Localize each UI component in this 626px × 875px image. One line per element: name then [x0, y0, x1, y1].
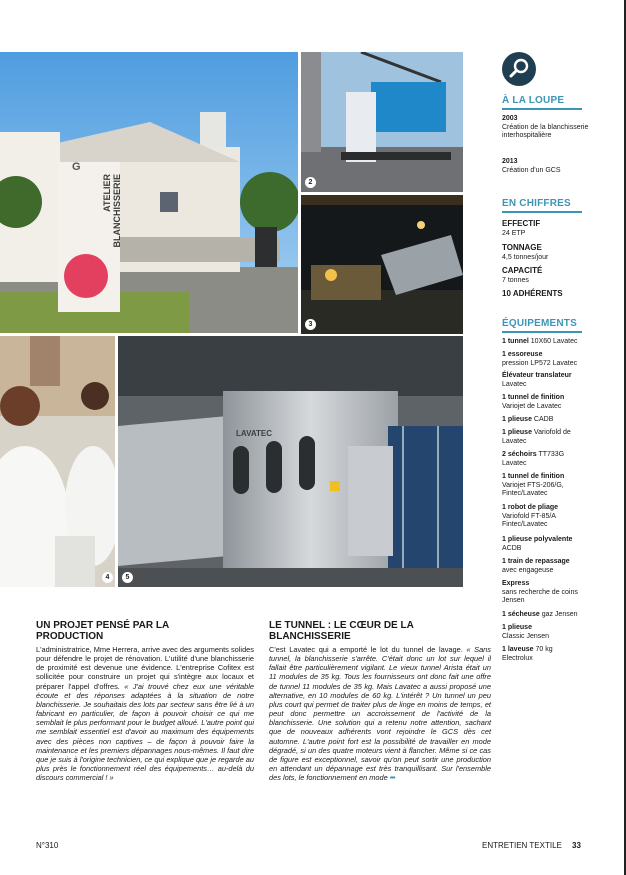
col2-title: LE TUNNEL : LE CŒUR DE LA BLANCHISSERIE [269, 620, 414, 642]
equip-title: ÉQUIPEMENTS [502, 318, 577, 329]
equip-bold: 1 tunnel [502, 338, 529, 345]
footer-issue: N°310 [36, 841, 59, 850]
equip-bold: Express [502, 580, 530, 587]
equip-bold: Élévateur translateur [502, 372, 572, 379]
chiffres-item [502, 267, 620, 285]
photo-crane [301, 52, 463, 192]
chiffres-value: 24 ETP [502, 229, 526, 237]
equip-rest: Variofold FT-85/A Fintec/Lavatec [502, 512, 556, 529]
loupe-text: Création d'un GCS [502, 166, 561, 174]
equip-bold: 2 séchoirs [502, 451, 537, 458]
equip-rest: ACDB [502, 544, 522, 552]
equip-rest: Variojet de Lavatec [502, 402, 562, 410]
magnifier-badge [502, 52, 536, 86]
chiffres-rule [502, 211, 582, 213]
equip-item [502, 351, 620, 368]
equip-rest: Lavatec [502, 380, 527, 388]
equip-item [502, 473, 620, 499]
col2-body-normal: C'est Lavatec qui a emporté le lot du tunnel de lavage. [269, 645, 467, 654]
chiffres-value: 7 tonnes [502, 276, 529, 284]
equip-bold: 1 plieuse [502, 429, 532, 436]
equip-rest: avec engageuse [502, 566, 554, 574]
wall-letter: G [72, 161, 81, 173]
equip-bold: 1 robot de pliage [502, 504, 559, 511]
equip-rest: Classic Jensen [502, 632, 550, 640]
photo-tunnel-image [118, 336, 463, 587]
chiffres-label: EFFECTIF [502, 219, 541, 228]
col2-body-quote: « Sans tunnel, la blanchisserie s'arrête. C'était donc un lot sur lequel il fallait être particulièrement vigilant. Le vieux tunnel Arista était un 11 modules de 35 kg. Tous les fournisseurs ont donc fait une offre de tunnel 11 modules de 35 kg. Mais Lavatec a aussi proposé une alternative, en 10 modules de 60 kg. L'intérêt ? Un tunnel un peu plus court qui permet de traiter plus de linge en moins de temps, et peut donc permettre un accroissement de l'activité de la blanchisserie. Une solution qui a retenu notre attention, sachant que de nouveaux adhérents vont rejoindre le GCS dès cet automne. L'autre point fort est la possibilité de travailler en mode dégradé, si un des quatre moteurs vient à flancher. Même si ce cas de figure est exceptionnel, savoir qu'on peut sortir une production en attendant un dépannage est très tranquillisant. Sur l'ensemble des lots, le fonctionnement en mode [269, 645, 491, 783]
equip-bold: 1 plieuse polyvalente [502, 536, 573, 543]
photo-building-image [0, 52, 298, 333]
loupe-item [502, 158, 620, 175]
equip-rest: TT733G Lavatec [502, 451, 565, 467]
equip-item [502, 611, 620, 620]
col1-body-quote: « J'ai trouvé chez eux une véritable écoute et des réponses adaptées à la situation de notre blanchisserie. Je souhaitais des lots par secteur sans être lié à un fabricant en particulier, de façon à pouvoir choisir ce qui me semblait le plus performant pour le budget alloué. L'autre point qui me semblait essentiel est d'avoir au maximum des équipements avec des pièces non captives – de façon à pouvoir faire la maintenance et les premiers dépannages nous-mêmes. Il faut dire que je suis à l'origine technicien, ce qui explique que je regarde au plus près le fonctionnement réel des équipements… au-delà du discours commercial ! » [36, 681, 255, 783]
magnifier-icon [502, 52, 536, 86]
footer-page-number: 33 [572, 841, 581, 850]
photo-tunnel [118, 336, 463, 587]
col2-body [269, 645, 491, 782]
photo-number: 2 [305, 177, 316, 188]
photo-night [301, 195, 463, 334]
chiffres-label: 10 ADHÉRENTS [502, 289, 563, 298]
equip-item [502, 372, 620, 389]
col1-body-normal: L'administratrice, Mme Herrera, arrive avec des arguments solides pour défendre le projet de rénovation. L'utilité d'une blanchisserie de proximité est devenue une évidence. L'entreprise Cofitex est sollicitée pour construire un projet qui s'intègre aux locaux et préparer l'appel d'offres. [36, 645, 254, 691]
loupe-year: 2003 [502, 115, 518, 122]
equip-item [502, 646, 582, 663]
equip-rest: CADB [531, 416, 554, 423]
equip-bold: 1 tunnel de finition [502, 473, 565, 480]
equip-bold: 1 essoreuse [502, 351, 543, 358]
chiffres-title: EN CHIFFRES [502, 198, 571, 209]
equip-item [502, 558, 620, 575]
photo-number: 4 [102, 572, 113, 583]
equip-bold: 1 plieuse [502, 416, 532, 423]
equip-rest: 70 kg Electrolux [502, 646, 553, 662]
loupe-title: À LA LOUPE [502, 95, 565, 106]
photo-night-image [301, 195, 463, 334]
chiffres-label: CAPACITÉ [502, 266, 543, 275]
equip-rest: pression LP572 Lavatec [502, 359, 578, 367]
equip-item [502, 394, 620, 411]
photo-building [0, 52, 298, 333]
chiffres-item [502, 220, 620, 238]
equip-bold: 1 plieuse [502, 624, 532, 631]
equip-rest: gaz Jensen [539, 611, 578, 618]
equip-item [502, 338, 620, 347]
photo-number: 3 [305, 319, 316, 330]
equip-item [502, 504, 620, 530]
equip-item [502, 580, 620, 606]
equip-bold: 1 laveuse [502, 646, 534, 653]
equip-bold: 1 train de repassage [502, 558, 570, 565]
chiffres-label: TONNAGE [502, 243, 542, 252]
loupe-item [502, 115, 620, 141]
machine-brand-label: LAVATEC [236, 429, 272, 438]
equip-item [502, 624, 620, 641]
col1-body [36, 645, 254, 782]
photo-number: 5 [122, 572, 133, 583]
equip-rest: Variojet FTS-206/G, Fintec/Lavatec [502, 481, 564, 498]
equip-bold: 1 sécheuse [502, 611, 540, 618]
loupe-rule [502, 108, 582, 110]
loupe-text: Création de la blanchisserie interhospitalière [502, 123, 589, 140]
chiffres-value: 4,5 tonnes/jour [502, 253, 549, 261]
equip-bold: 1 tunnel de finition [502, 394, 565, 401]
equip-rest: sans recherche de coins Jensen [502, 588, 578, 605]
col1-title: UN PROJET PENSÉ PAR LA PRODUCTION [36, 620, 169, 642]
sign-text-2: BLANCHISSERIE [112, 174, 122, 248]
equip-rest: Variofold de Lavatec [502, 429, 571, 445]
continue-mark: ••• [389, 773, 395, 783]
equip-item [502, 536, 620, 553]
chiffres-item [502, 244, 620, 262]
photo-workers-image [0, 336, 115, 587]
equip-rule [502, 331, 582, 333]
sign-text-1: ATELIER [102, 174, 112, 212]
equip-item [502, 416, 620, 425]
loupe-year: 2013 [502, 158, 518, 165]
equip-rest: 10X60 Lavatec [528, 338, 578, 345]
footer-magazine: ENTRETIEN TEXTILE [482, 841, 562, 850]
photo-crane-image [301, 52, 463, 192]
photo-workers [0, 336, 115, 587]
equip-item [502, 429, 582, 446]
chiffres-item [502, 290, 620, 300]
equip-item [502, 451, 582, 468]
